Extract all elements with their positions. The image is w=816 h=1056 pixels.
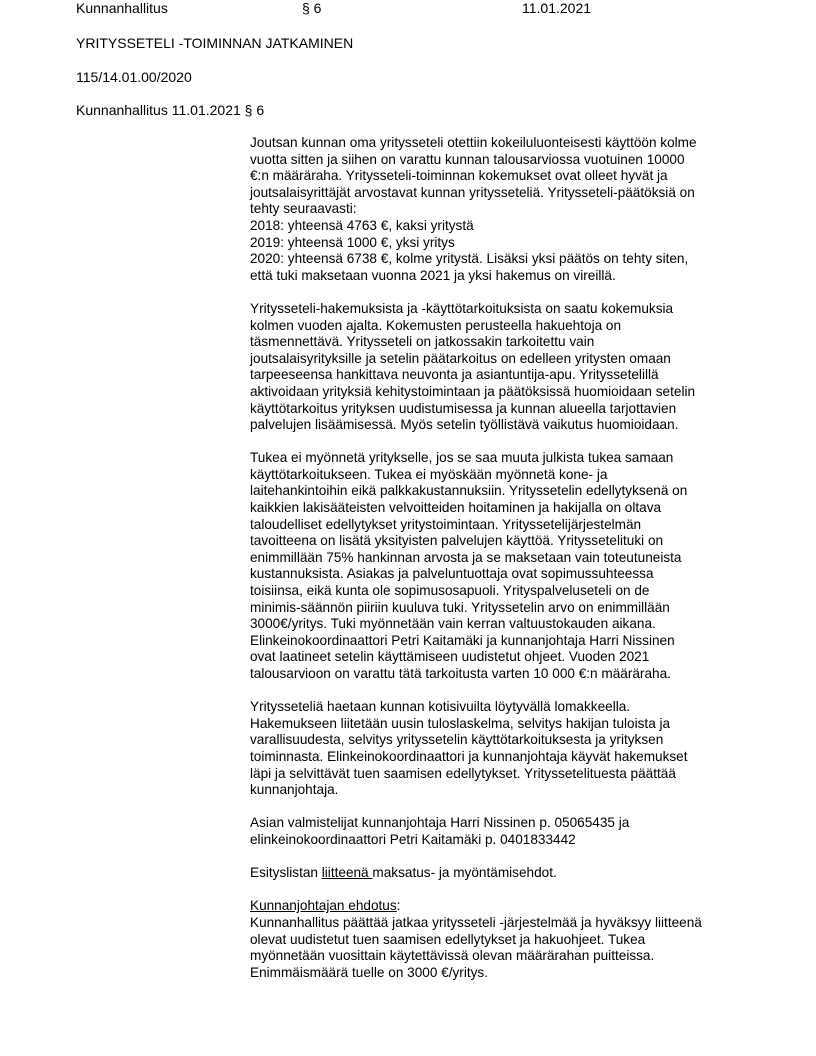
header-section: § 6 <box>302 0 322 16</box>
header-organization: Kunnanhallitus <box>76 0 168 16</box>
text-line: 2018: yhteensä 4763 €, kaksi yritystä <box>250 217 474 233</box>
meeting-reference: Kunnanhallitus 11.01.2021 § 6 <box>76 102 265 118</box>
body-paragraph-3 <box>250 450 750 682</box>
proposal-heading-colon: : <box>396 898 401 914</box>
text-line: Elinkeinokoordinaattori Petri Kaitamäki ja kunnanjohtaja Harri Nissinen <box>250 632 675 648</box>
body-paragraph-4 <box>250 699 750 799</box>
proposal-heading: Kunnanjohtajan ehdotus <box>250 898 397 914</box>
attachment-text-after: maksatus- ja myöntämisehdot. <box>372 865 557 881</box>
text-line: Asian valmistelijat kunnanjohtaja Harri Nissinen p. 05065435 ja <box>250 815 630 831</box>
text-line: minimis-säännön piiriin kuuluva tuki. Yrityssetelin arvo on enimmillään <box>250 599 670 615</box>
proposal-line: Enimmäismäärä tuelle on 3000 €/yritys. <box>250 964 488 980</box>
text-line: tavoitteena on lisätä yksityisten palvelujen käyttöä. Yrityssetelituki on <box>250 533 664 549</box>
text-line: palvelujen lisäämisessä. Myös setelin työllistävä vaikutus huomioidaan. <box>250 417 679 433</box>
text-line: toisiinsa, eikä kunta ole sopimusosapuoli. Yrityspalveluseteli on de <box>250 583 650 599</box>
page-header <box>0 0 816 19</box>
text-line: Tukea ei myönnetä yritykselle, jos se saa muuta julkista tukea samaan <box>250 450 674 466</box>
text-line: kustannuksista. Asiakas ja palveluntuottaja ovat sopimussuhteessa <box>250 566 654 582</box>
text-line: tehty seuraavasti: <box>250 201 357 217</box>
proposal-line: Kunnanhallitus päättää jatkaa yritysseteli -järjestelmää ja hyväksyy liitteenä <box>250 914 702 930</box>
proposal-section <box>250 898 750 981</box>
reference-number: 115/14.01.00/2020 <box>76 69 192 85</box>
text-line: Yritysseteliä haetaan kunnan kotisivuilta löytyvällä lomakkeella. <box>250 699 631 715</box>
text-line: Yritysseteli-hakemuksista ja -käyttötarkoituksista on saatu kokemuksia <box>250 300 674 316</box>
text-line: €:n määräraha. Yritysseteli-toiminnan kokemukset ovat olleet hyvät ja <box>250 168 668 184</box>
proposal-text <box>250 915 750 981</box>
text-line: kaikkien lakisääteisten velvoitteiden hoitaminen ja hakijalla on oltava <box>250 500 662 516</box>
text-line: tarpeeseensa hankittava neuvonta ja asiantuntija-apu. Yrityssetelillä <box>250 367 659 383</box>
text-line: toiminnasta. Elinkeinokoordinaattori ja kunnanjohtaja käyvät hakemukset <box>250 748 688 764</box>
text-line: 2020: yhteensä 6738 €, kolme yritystä. Lisäksi yksi päätös on tehty siten, <box>250 251 689 267</box>
text-line: taloudelliset edellytykset yritystoimintaan. Yrityssetelijärjestelmän <box>250 516 642 532</box>
text-line: käyttötarkoitukseen. Tukea ei myöskään myönnetä kone- ja <box>250 466 608 482</box>
text-line: kunnanjohtaja. <box>250 782 339 798</box>
attachment-paragraph <box>250 865 750 882</box>
text-line: käyttötarkoitus yrityksen uudistumisessa ja kunnan alueella tarjottavien <box>250 400 677 416</box>
text-line: läpi ja selvittävät tuen saamisen edellytykset. Yrityssetelituesta päättää <box>250 765 676 781</box>
text-line: 2019: yhteensä 1000 €, yksi yritys <box>250 234 455 250</box>
body-paragraph-2 <box>250 301 750 434</box>
text-line: laitehankintoihin eikä palkkakustannuksiin. Yrityssetelin edellytyksenä on <box>250 483 688 499</box>
text-line: joutsalaisyrittäjät arvostavat kunnan yritysseteliä. Yritysseteli-päätöksiä on <box>250 184 695 200</box>
text-line: aktivoidaan yrityksiä kehitystoimintaan ja päätöksissä huomioidaan setelin <box>250 383 696 399</box>
text-line: 3000€/yritys. Tuki myönnetään vain kerran valtuustokauden aikana. <box>250 616 656 632</box>
attachment-link[interactable]: liitteenä <box>321 865 373 881</box>
text-line: täsmennettävä. Yritysseteli on jatkossakin tarkoitettu vain <box>250 334 595 350</box>
text-line: että tuki maksetaan vuonna 2021 ja yksi hakemus on vireillä. <box>250 267 616 283</box>
text-line: elinkeinokoordinaattori Petri Kaitamäki p. 0401833442 <box>250 831 576 847</box>
text-line: joutsalaisyrityksille ja setelin päätarkoitus on edelleen yritysten omaan <box>250 350 671 366</box>
text-line: varallisuudesta, selvitys yrityssetelin käyttötarkoituksesta ja yrityksen <box>250 732 664 748</box>
document-body <box>250 135 750 981</box>
body-paragraph-1 <box>250 135 750 284</box>
document-title: YRITYSSETELI -TOIMINNAN JATKAMINEN <box>76 35 354 51</box>
text-line: kolmen vuoden ajalta. Kokemusten perusteella hakuehtoja on <box>250 317 622 333</box>
text-line: vuotta sitten ja siihen on varattu kunnan talousarviossa vuotuinen 10000 <box>250 151 685 167</box>
text-line: enimmillään 75% hankinnan arvosta ja se maksetaan vain toteutuneista <box>250 549 682 565</box>
attachment-text-before: Esityslistan <box>250 865 322 881</box>
body-paragraph-5 <box>250 815 750 848</box>
text-line: talousarvioon on varattu tätä tarkoitusta varten 10 000 €:n määräraha. <box>250 666 671 681</box>
text-line: ovat laatineet setelin käyttämiseen uudistetut ohjeet. Vuoden 2021 <box>250 649 650 665</box>
proposal-line: olevat uudistetut tuen saamisen edellytykset ja hakuohjeet. Tukea <box>250 931 646 947</box>
proposal-line: myönnetään vuosittain käytettävissä olevan määrärahan puitteissa. <box>250 948 655 964</box>
text-line: Joutsan kunnan oma yritysseteli otettiin kokeiluluonteisesti käyttöön kolme <box>250 135 697 150</box>
text-line: Hakemukseen liitetään uusin tuloslaskelma, selvitys hakijan tuloista ja <box>250 715 671 731</box>
header-date: 11.01.2021 <box>522 0 592 16</box>
